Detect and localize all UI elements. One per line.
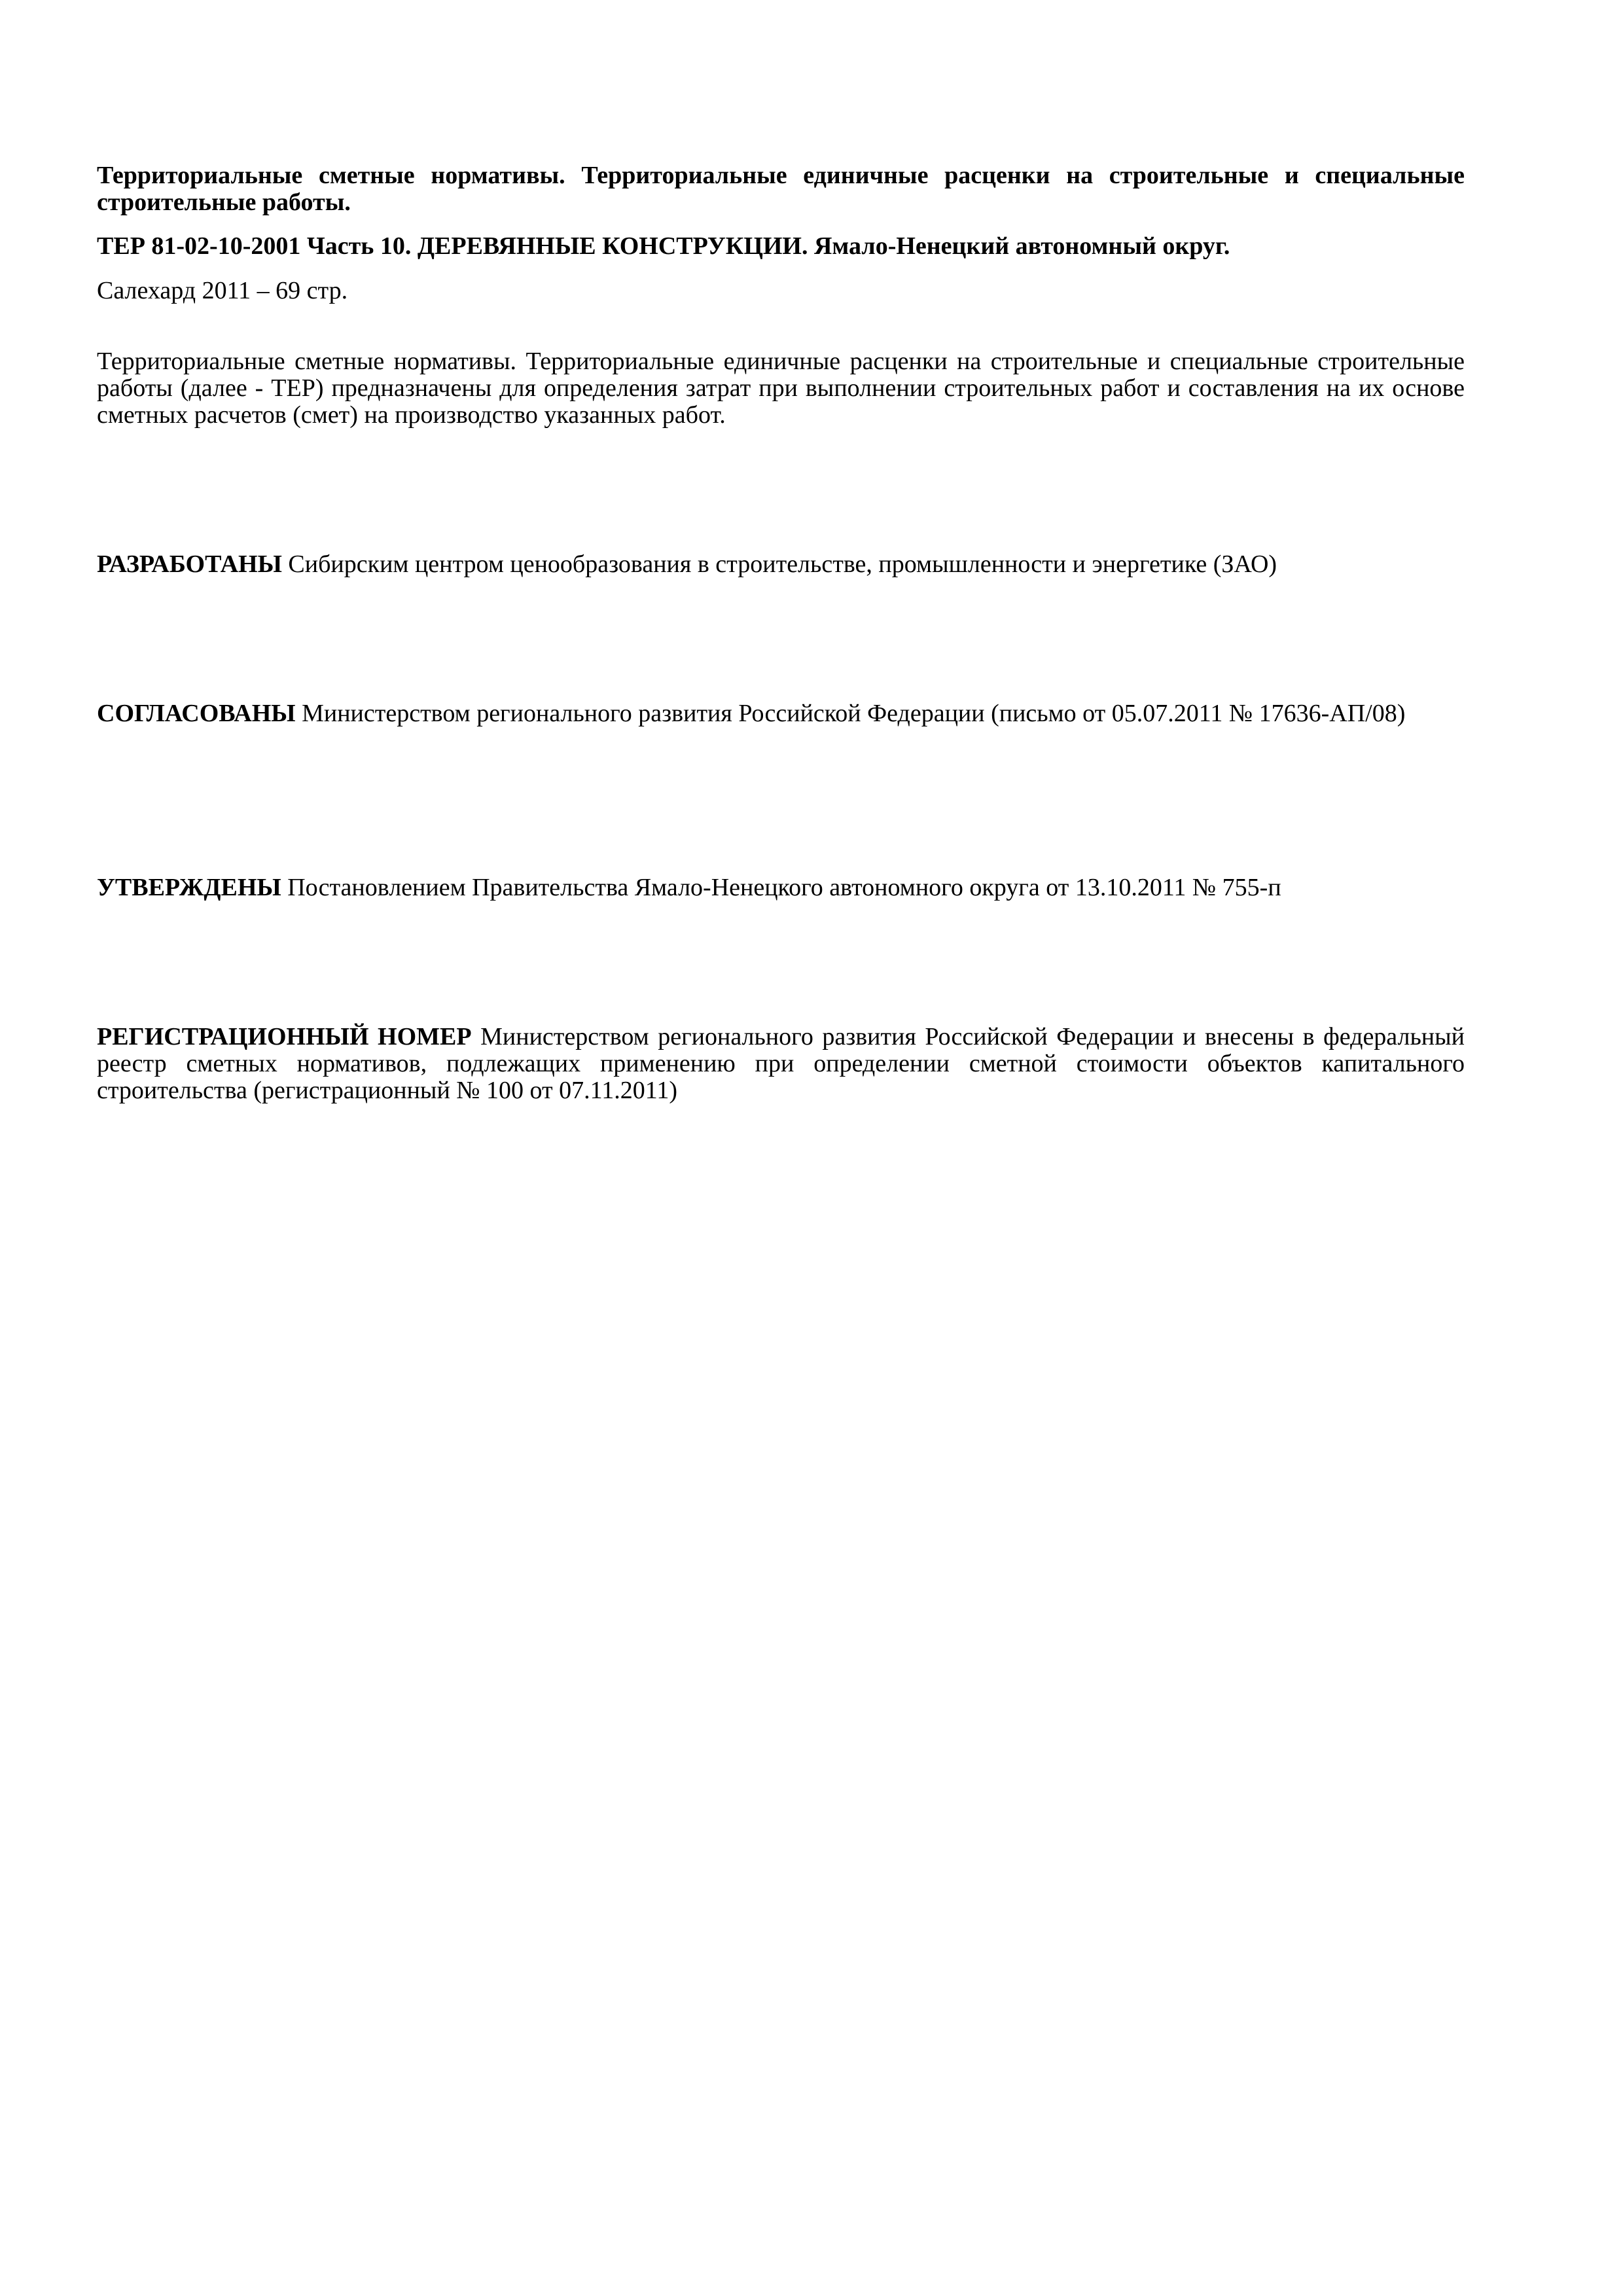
registration-label: РЕГИСТРАЦИОННЫЙ НОМЕР: [97, 1023, 472, 1050]
developed-text: Сибирским центром ценообразования в строительстве, промышленности и энергетике (ЗАО): [288, 550, 1277, 578]
registration-section: [97, 1024, 1465, 1104]
intro-paragraph: Территориальные сметные нормативы. Территориальные единичные расценки на строительные и специальные строительные работы (далее - ТЕР) предназначены для определения затрат при выполнении строительных работ и составления на их основе сметных расчетов (смет) на производство указанных работ.: [97, 348, 1465, 429]
agreed-text: Министерством регионального развития Российской Федерации (письмо от 05.07.2011 № 17636-АП/08): [302, 700, 1406, 727]
agreed-section: [97, 700, 1465, 727]
document-subtitle: ТЕР 81-02-10-2001 Часть 10. ДЕРЕВЯННЫЕ КОНСТРУКЦИИ. Ямало-Ненецкий автономный округ.: [97, 232, 1230, 260]
developed-label: РАЗРАБОТАНЫ: [97, 550, 282, 578]
registration-text: Министерством регионального развития Российской Федерации и внесены в федеральный реестр сметных нормативов, подлежащих применению при определении сметной стоимости объектов капитального строительства (регистрационный № 100 от 07.11.2011): [97, 1023, 1465, 1104]
document-title: Территориальные сметные нормативы. Территориальные единичные расценки на строительные и специальные строительные работы.: [97, 162, 1465, 216]
developed-section: [97, 551, 1465, 578]
approved-text: Постановлением Правительства Ямало-Ненецкого автономного округа от 13.10.2011 № 755-п: [287, 874, 1281, 901]
approved-section: [97, 874, 1465, 901]
approved-label: УТВЕРЖДЕНЫ: [97, 874, 281, 901]
document-imprint: Салехард 2011 – 69 стр.: [97, 277, 348, 304]
agreed-label: СОГЛАСОВАНЫ: [97, 700, 296, 727]
